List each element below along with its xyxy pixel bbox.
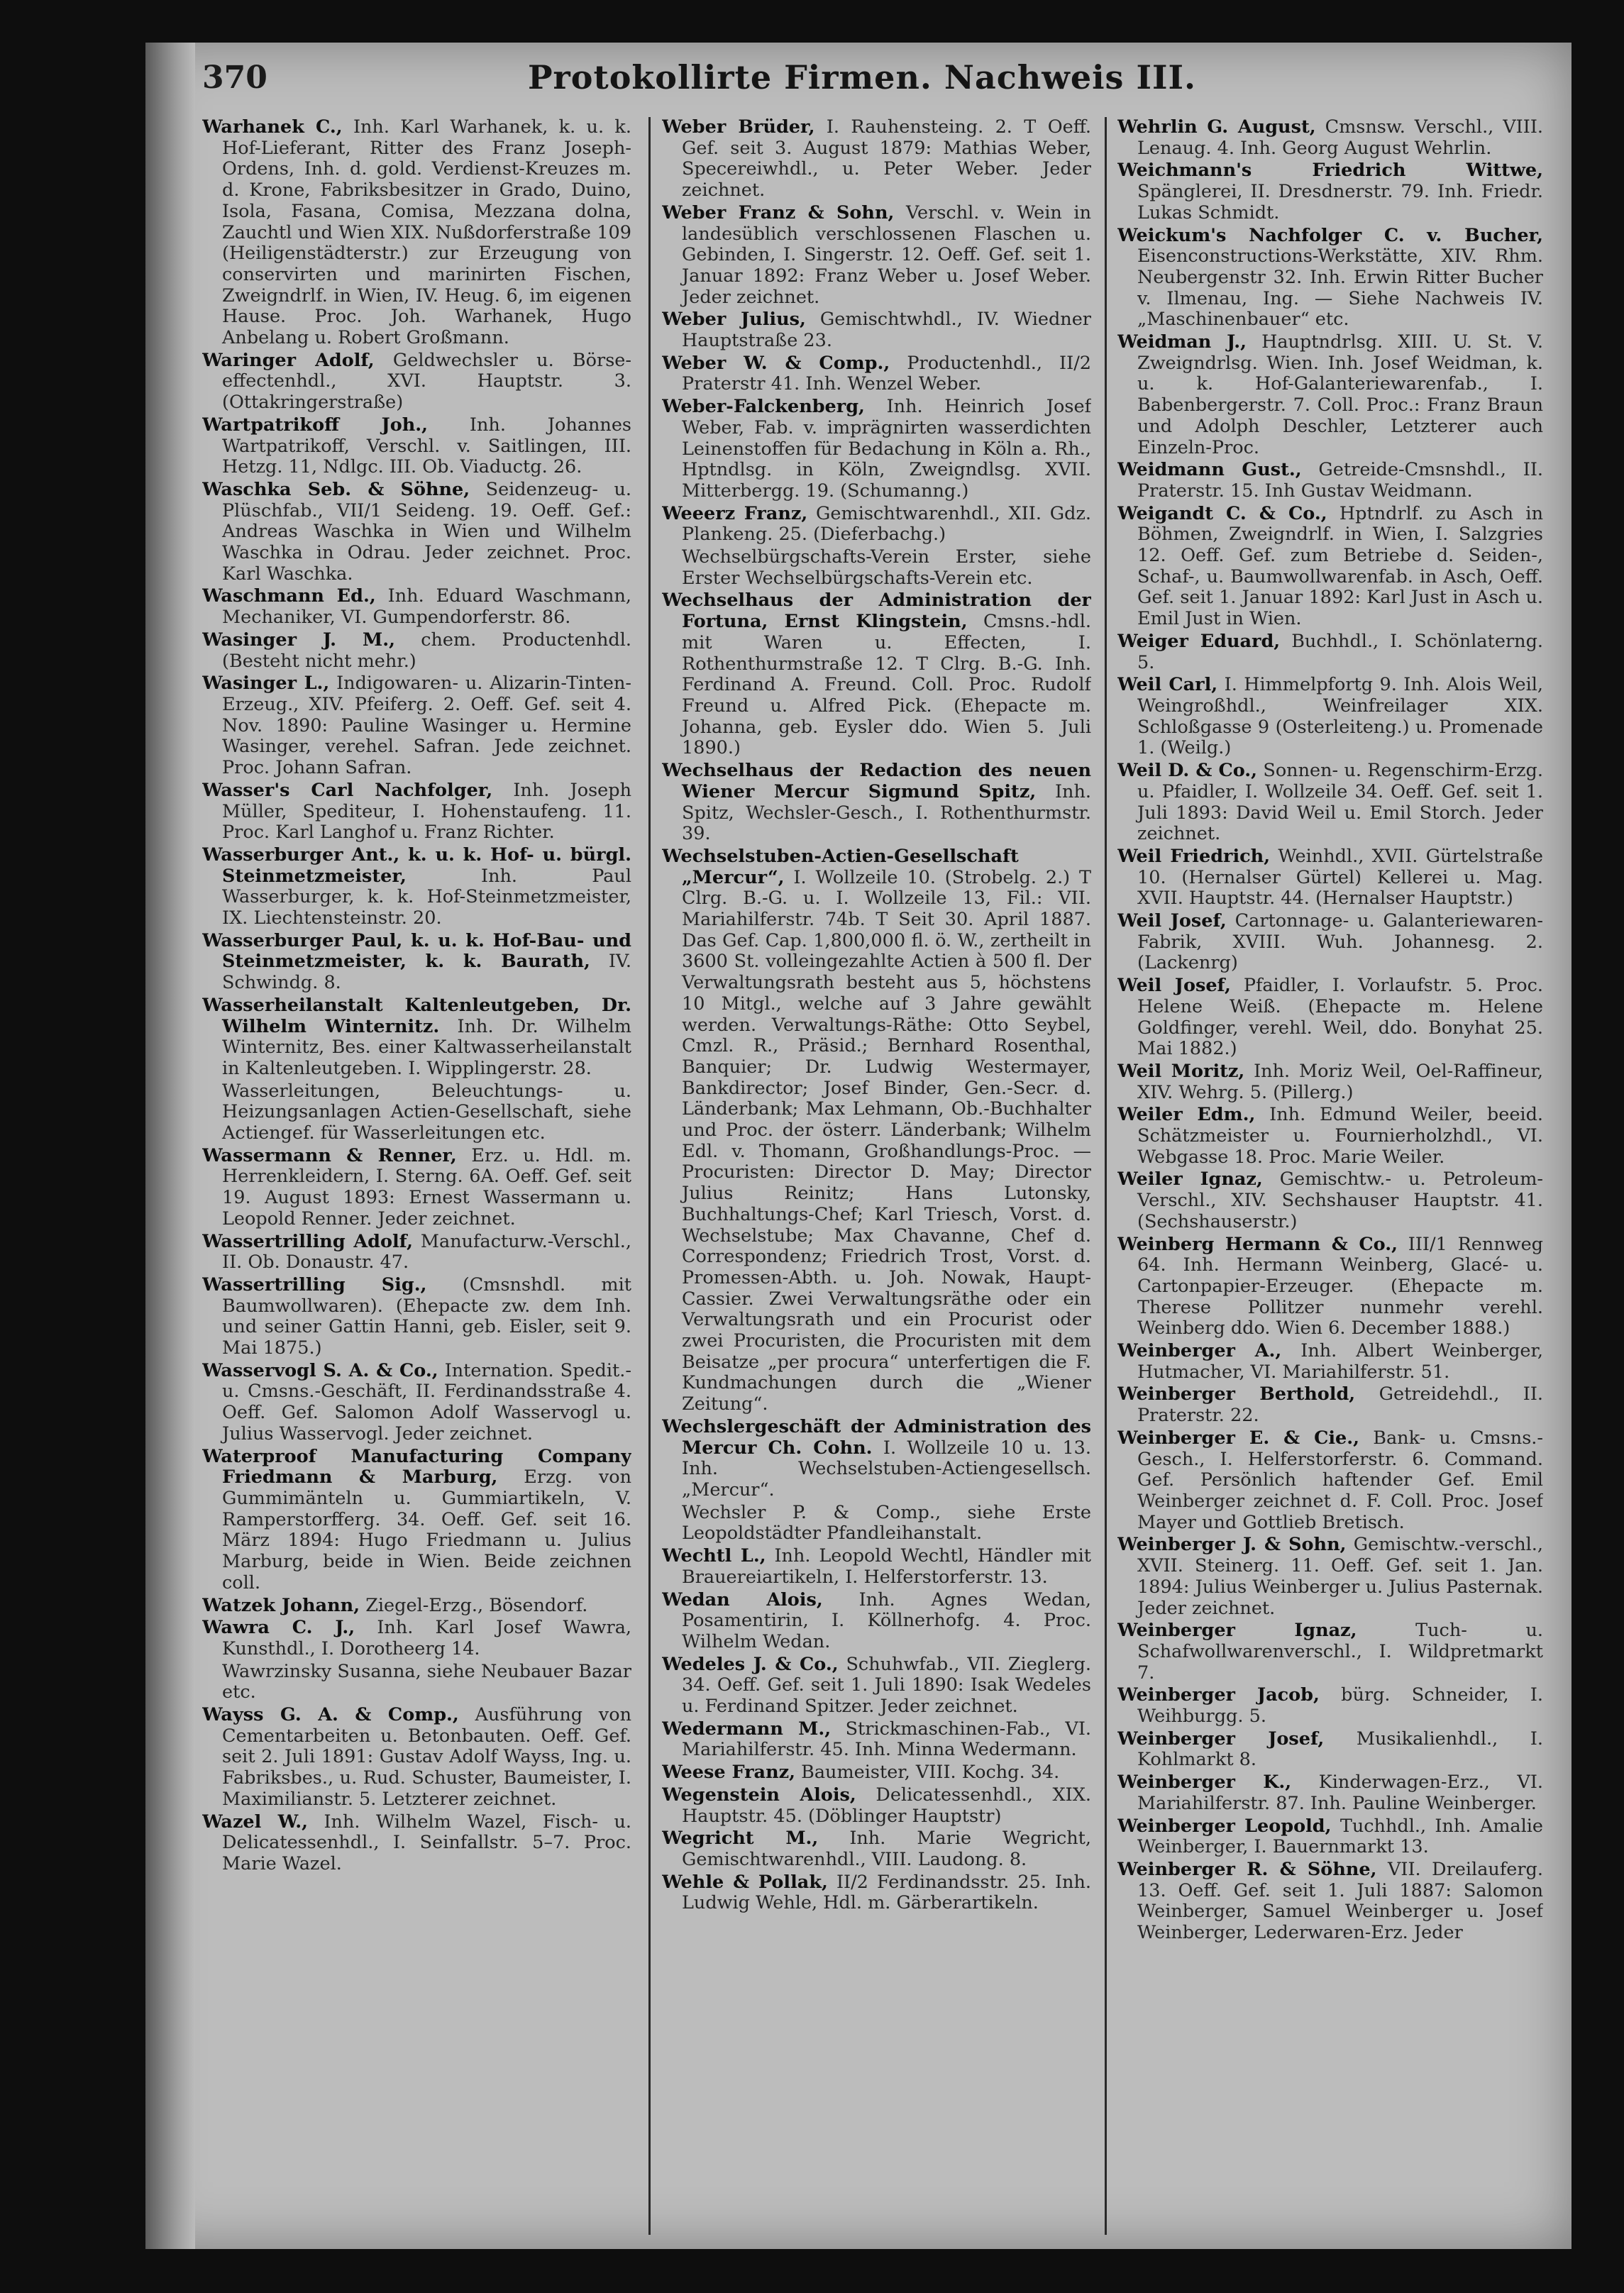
firm-name: Weil Josef, xyxy=(1117,975,1231,997)
firm-details: Gemischtw.-verschl., XVII. Steinerg. 11. Oeff. Gef. seit 1. Jan. 1894: Julius Weinberger u. Julius Pasternak. Jeder zeichnet. xyxy=(1137,1534,1543,1619)
directory-entry xyxy=(1117,1341,1543,1383)
firm-name: Wasserheilanstalt Kaltenleutgeben, Dr. Wilhelm Winternitz. xyxy=(202,994,631,1037)
directory-entry xyxy=(1117,911,1543,974)
firm-details: Inh. Edmund Weiler, beeid. Schätzmeister u. Fournierholzhdl., VI. Webgasse 18. Proc. Marie Weiler. xyxy=(1137,1104,1543,1168)
firm-details: Gemischtwarenhdl., XII. Gdz. Plankeng. 25. (Dieferbachg.) xyxy=(682,502,1091,546)
directory-entry xyxy=(1117,846,1543,910)
directory-entry xyxy=(662,1872,1091,1914)
directory-entry xyxy=(1117,1384,1543,1426)
firm-name: Weidmann Gust., xyxy=(1117,459,1302,481)
page-binding-shadow xyxy=(145,43,195,2249)
directory-entry xyxy=(202,673,631,779)
firm-details: I. Rauhensteing. 2. T Oeff. Gef. seit 3. August 1879: Mathias Weber, Specereiwhdl., u. Peter Weber. Jeder zeichnet. xyxy=(682,117,1091,201)
directory-entry xyxy=(202,1705,631,1811)
firm-name: Wartpatrikoff Joh., xyxy=(202,414,429,436)
directory-entry xyxy=(1117,1729,1543,1771)
firm-details: Cartonnage- u. Galanteriewaren-Fabrik, XVIII. Wuh. Johannesg. 2. (Lackenrg) xyxy=(1137,910,1543,974)
firm-details: Ziegel-Erzg., Bösendorf. xyxy=(365,1594,588,1616)
firm-details: Erz. u. Hdl. m. Herrenkleidern, I. Sterng. 6A. Oeff. Gef. seit 19. August 1893: Ernest Wassermann u. Leopold Renner. Jeder zeichnet. xyxy=(222,1144,631,1230)
firm-details: Inh. Joseph Müller, Spediteur, I. Hohenstaufeng. 11. Proc. Karl Langhof u. Franz Richter. xyxy=(222,779,631,844)
firm-name: Wechselstuben-Actien-Gesellschaft „Mercur“, xyxy=(662,845,1019,888)
directory-entry xyxy=(1117,1169,1543,1232)
column-1 xyxy=(202,117,631,2235)
firm-details: Baumeister, VIII. Kochg. 34. xyxy=(801,1762,1060,1784)
directory-entry xyxy=(202,117,631,349)
directory-entry xyxy=(1117,1620,1543,1684)
firm-name: Wedan Alois, xyxy=(662,1588,823,1610)
directory-columns xyxy=(202,117,1543,2238)
directory-entry xyxy=(662,547,1091,589)
firm-details: Inh. Wilhelm Wazel, Fisch- u. Delicatessenhdl., I. Seinfallstr. 5–7. Proc. Marie Wazel. xyxy=(222,1811,631,1874)
directory-entry xyxy=(662,1503,1091,1545)
firm-details: Geldwechsler u. Börse-effectenhdl., XVI. Hauptstr. 3. (Ottakringerstraße) xyxy=(222,349,631,414)
directory-entry xyxy=(1117,117,1543,159)
directory-entry xyxy=(1117,504,1543,630)
firm-name: Weinberg Hermann & Co., xyxy=(1117,1233,1398,1255)
firm-name: Weinberger A., xyxy=(1117,1340,1282,1362)
firm-details: Inh. Heinrich Josef Weber, Fab. v. imprägnirten wasserdichten Leinenstoffen für Bedachung in Köln a. Rh., Hptndlsg. in Köln, Zweigndlsg. XVII. Mitterbergg. 19. (Schumanng.) xyxy=(682,396,1091,502)
firm-details: III/1 Rennweg 64. Inh. Hermann Weinberg, Glacé- u. Cartonpapier-Erzeuger. (Ehepacte m. Therese Pollitzer nunmehr verehl. Weinberg ddo. Wien 6. December 1888.) xyxy=(1137,1233,1543,1339)
directory-entry xyxy=(662,203,1091,309)
document-page xyxy=(145,43,1571,2249)
directory-entry xyxy=(662,1762,1091,1784)
firm-name: Wasserburger Paul, k. u. k. Hof-Bau- und Steinmetzmeister, k. k. Baurath, xyxy=(202,929,631,973)
firm-details: Inh. Marie Wegricht, Gemischtwarenhdl., VIII. Laudong. 8. xyxy=(682,1828,1091,1870)
directory-entry xyxy=(202,995,631,1080)
firm-name: Weiler Edm., xyxy=(1117,1104,1256,1126)
firm-name: Weiler Ignaz, xyxy=(1117,1168,1263,1190)
firm-details: Wasserleitungen, Beleuchtungs- u. Heizungsanlagen Actien-Gesellschaft, siehe Actiengef. für Wasserleitungen etc. xyxy=(222,1080,631,1144)
firm-details: Gemischtwhdl., IV. Wiedner Hauptstraße 23. xyxy=(682,309,1091,352)
firm-name: Wechtl L., xyxy=(662,1545,766,1567)
firm-details: Inh. Leopold Wechtl, Händler mit Brauereiartikeln, I. Helferstorferstr. 13. xyxy=(682,1545,1091,1588)
directory-entry xyxy=(202,415,631,478)
directory-entry xyxy=(1117,761,1543,845)
column-divider xyxy=(1105,117,1107,2235)
firm-details: Inh. Moriz Weil, Oel-Raffineur, XIV. Wehrg. 5. (Pillerg.) xyxy=(1137,1060,1543,1103)
firm-name: Weber W. & Comp., xyxy=(662,352,890,374)
directory-entry xyxy=(662,1719,1091,1761)
running-title: Protokollirte Firmen. Nachweis III. xyxy=(527,58,1197,96)
firm-name: Weinberger E. & Cie., xyxy=(1117,1427,1360,1449)
firm-details: Pfaidler, I. Vorlaufstr. 5. Proc. Helene Weiß. (Ehepacte m. Helene Goldfinger, verehl. Weil, ddo. Bonyhat 25. Mai 1882.) xyxy=(1137,975,1543,1060)
directory-entry xyxy=(202,1361,631,1445)
directory-entry xyxy=(1117,1428,1543,1534)
firm-details: Getreide-Cmsnshdl., II. Praterstr. 15. Inh Gustav Weidmann. xyxy=(1137,459,1543,502)
firm-name: Wasservogl S. A. & Co., xyxy=(202,1359,438,1381)
firm-name: Weber-Falckenberg, xyxy=(662,396,865,418)
firm-name: Wasinger L., xyxy=(202,673,330,695)
directory-entry xyxy=(202,1275,631,1359)
firm-details: Inh. Karl Warhanek, k. u. k. Hof-Lieferant, Ritter des Franz Joseph-Ordens, Inh. d. gold. Verdienst-Kreuzes m. d. Krone, Fabriksbesitzer in Grado, Duino, Isola, Fasana, Comisa, Mezzana dolna, Zauchtl und Wien XIX. Nußdorferstraße 109 (Heiligenstädterstr.) zur Erzeugung von conservirten und marinirten Fischen, Zweigndrlf. in Wien, IV. Heug. 6, im eigenen Hause. Proc. Joh. Warhanek, Hugo Anbelang u. Robert Großmann. xyxy=(222,117,631,349)
directory-entry xyxy=(1117,1772,1543,1814)
firm-name: Weickum's Nachfolger C. v. Bucher, xyxy=(1117,224,1543,246)
firm-details: bürg. Schneider, I. Weihburgg. 5. xyxy=(1137,1684,1543,1728)
firm-name: Wedermann M., xyxy=(662,1718,832,1740)
firm-name: Weiger Eduard, xyxy=(1117,630,1281,652)
firm-details: Wechsler P. & Comp., siehe Erste Leopoldstädter Pfandleihanstalt. xyxy=(682,1501,1091,1545)
firm-details: Inh. Spitz, Wechsler-Gesch., I. Rothenthurmstr. 39. xyxy=(682,780,1091,845)
firm-name: Wehle & Pollak, xyxy=(662,1871,828,1893)
firm-details: Manufacturw.-Verschl., II. Ob. Donaustr. 47. xyxy=(222,1230,631,1273)
directory-entry xyxy=(1117,1061,1543,1103)
column-3 xyxy=(1117,117,1543,2235)
firm-name: Weinberger Leopold, xyxy=(1117,1815,1332,1837)
firm-name: Wehrlin G. August, xyxy=(1117,117,1316,138)
firm-details: Inh. Agnes Wedan, Posamentirin, I. Köllnerhofg. 4. Proc. Wilhelm Wedan. xyxy=(682,1588,1091,1652)
directory-entry xyxy=(662,761,1091,845)
firm-name: Weeerz Franz, xyxy=(662,502,808,524)
firm-details: I. Wollzeile 10 u. 13. Inh. Wechselstuben-Actiengesellsch. „Mercur“. xyxy=(682,1437,1091,1501)
firm-details: Inh. Paul Wasserburger, k. k. Hof-Steinmetzmeister, IX. Liechtensteinstr. 20. xyxy=(222,865,631,929)
firm-details: Erzg. von Gummimänteln u. Gummiartikeln, V. Ramperstorfferg. 34. Oeff. Gef. seit 16. März 1894: Hugo Friedmann u. Julius Marburg, beide in Wien. Beide zeichnen coll. xyxy=(222,1466,631,1593)
directory-entry xyxy=(1117,1105,1543,1168)
firm-name: Wassertrilling Sig., xyxy=(202,1273,427,1295)
column-2 xyxy=(662,117,1091,2235)
directory-entry xyxy=(1117,160,1543,223)
directory-entry xyxy=(1117,460,1543,502)
directory-entry xyxy=(662,590,1091,759)
directory-entry xyxy=(1117,631,1543,673)
firm-details: Kinderwagen-Erz., VI. Mariahilferstr. 87. Inh. Pauline Weinberger. xyxy=(1137,1772,1543,1814)
firm-name: Wazel W., xyxy=(202,1811,308,1833)
directory-entry xyxy=(1117,1535,1543,1619)
firm-details: Musikalienhdl., I. Kohlmarkt 8. xyxy=(1137,1728,1543,1771)
firm-details: Tuchhdl., Inh. Amalie Weinberger, I. Bauernmarkt 13. xyxy=(1137,1815,1543,1858)
firm-name: Weese Franz, xyxy=(662,1762,795,1784)
directory-entry xyxy=(662,1546,1091,1588)
directory-entry xyxy=(202,780,631,844)
firm-details: Delicatessenhdl., XIX. Hauptstr. 45. (Döblinger Hauptstr) xyxy=(682,1784,1091,1827)
directory-entry xyxy=(202,480,631,585)
firm-name: Wechslergeschäft der Administration des Mercur Ch. Cohn. xyxy=(662,1415,1091,1459)
firm-details: Hauptndrlsg. XIII. U. St. V. Zweigndrlsg. Wien. Inh. Josef Weidman, k. u. k. Hof-Galanteriewarenfab., I. Babenbergerstr. 7. Coll. Proc.: Franz Braun und Adolph Deschler, Letzterer auch Einzeln-Proc. xyxy=(1137,331,1543,458)
firm-name: Weichmann's Friedrich Wittwe, xyxy=(1117,160,1543,182)
firm-name: Weber Julius, xyxy=(662,309,806,331)
firm-name: Wasser's Carl Nachfolger, xyxy=(202,779,493,801)
firm-name: Weil Moritz, xyxy=(1117,1060,1245,1082)
firm-name: Wechselhaus der Administration der Fortuna, Ernst Klingstein, xyxy=(662,590,1091,633)
directory-entry xyxy=(662,1785,1091,1827)
directory-entry xyxy=(662,117,1091,201)
column-divider xyxy=(648,117,651,2235)
directory-entry xyxy=(1117,1860,1543,1944)
firm-details: Inh. Eduard Waschmann, Mechaniker, VI. Gumpendorferstr. 86. xyxy=(222,585,631,629)
firm-details: Inh. Karl Josef Wawra, Kunsthdl., I. Dorotheerg 14. xyxy=(222,1617,631,1659)
directory-entry xyxy=(202,1618,631,1659)
firm-details: Strickmaschinen-Fab., VI. Mariahilferstr. 45. Inh. Minna Wedermann. xyxy=(682,1718,1091,1761)
directory-entry xyxy=(202,1081,631,1144)
firm-name: Weigandt C. & Co., xyxy=(1117,502,1327,524)
firm-name: Weil Josef, xyxy=(1117,910,1227,932)
directory-entry xyxy=(202,350,631,414)
firm-details: Wawrzinsky Susanna, siehe Neubauer Bazar etc. xyxy=(222,1660,631,1703)
firm-details: Indigowaren- u. Alizarin-Tinten-Erzeug., XIV. Pfeiferg. 2. Oeff. Gef. seit 4. Nov. 1890: Pauline Wasinger u. Hermine Wasinger, verehel. Safran. Jede zeichnet. Proc. Johann Safran. xyxy=(222,673,631,779)
directory-entry xyxy=(202,1596,631,1617)
firm-name: Weidman J., xyxy=(1117,331,1247,353)
firm-details: (Cmsnshdl. mit Baumwollwaren). (Ehepacte zw. dem Inh. und seiner Gattin Hanni, geb. Eisler, seit 9. Mai 1875.) xyxy=(222,1273,631,1359)
directory-entry xyxy=(202,1146,631,1230)
firm-details: Productenhdl., II/2 Praterstr 41. Inh. Wenzel Weber. xyxy=(682,352,1091,395)
firm-name: Warhanek C., xyxy=(202,117,343,138)
directory-entry xyxy=(662,309,1091,351)
directory-entry xyxy=(662,397,1091,502)
firm-details: Wechselbürgschafts-Verein Erster, siehe Erster Wechselbürgschafts-Verein etc. xyxy=(682,546,1091,589)
firm-details: II/2 Ferdinandsstr. 25. Inh. Ludwig Wehle, Hdl. m. Gärberartikeln. xyxy=(682,1871,1091,1914)
directory-entry xyxy=(662,1590,1091,1653)
directory-entry xyxy=(662,846,1091,1415)
firm-details: Buchhdl., I. Schönlaterng. 5. xyxy=(1137,630,1543,673)
firm-details: Inh. Johannes Wartpatrikoff, Verschl. v. Saitlingen, III. Hetzg. 11, Ndlgc. III. Ob. Viaductg. 26. xyxy=(222,414,631,478)
firm-details: chem. Productenhdl. (Besteht nicht mehr.) xyxy=(222,629,631,672)
firm-details: Schuhwfab., VII. Zieglerg. 34. Oeff. Gef. seit 1. Juli 1890: Isak Wedeles u. Ferdinand Spitzer. Jeder zeichnet. xyxy=(682,1653,1091,1718)
firm-details: Cmsnsw. Verschl., VIII. Lenaug. 4. Inh. Georg August Wehrlin. xyxy=(1137,117,1543,159)
firm-name: Wayss G. A. & Comp., xyxy=(202,1704,459,1726)
firm-details: Gemischtw.- u. Petroleum-Verschl., XIV. Sechshauser Hauptstr. 41. (Sechshauserstr.) xyxy=(1137,1168,1543,1232)
firm-details: Spänglerei, II. Dresdnerstr. 79. Inh. Friedr. Lukas Schmidt. xyxy=(1137,181,1543,223)
directory-entry xyxy=(662,1417,1091,1501)
firm-name: Weinberger K., xyxy=(1117,1772,1292,1794)
directory-entry xyxy=(202,630,631,672)
firm-name: Wegricht M., xyxy=(662,1828,819,1850)
directory-entry xyxy=(662,1828,1091,1870)
firm-name: Wegenstein Alois, xyxy=(662,1784,856,1806)
firm-details: I. Himmelpfortg 9. Inh. Alois Weil, Weingroßhdl., Weinfreilager XIX. Schloßgasse 9 (Osterleiteng.) u. Promenade 1. (Weilg.) xyxy=(1137,674,1543,759)
page-header xyxy=(202,51,1522,118)
firm-name: Weinberger R. & Söhne, xyxy=(1117,1858,1377,1880)
firm-name: Weinberger Jacob, xyxy=(1117,1684,1320,1706)
directory-entry xyxy=(662,353,1091,395)
firm-name: Wedeles J. & Co., xyxy=(662,1653,839,1675)
firm-details: Eisenconstructions-Werkstätte, XIV. Rhm. Neubergenstr 32. Inh. Erwin Ritter Bucher v. Ilmenau, Ing. — Siehe Nachweis IV. „Maschinenbauer“ etc. xyxy=(1137,245,1543,331)
directory-entry xyxy=(202,845,631,929)
firm-name: Waringer Adolf, xyxy=(202,349,375,371)
directory-entry xyxy=(1117,1234,1543,1340)
directory-entry xyxy=(1117,976,1543,1060)
firm-details: VII. Dreilauferg. 13. Oeff. Gef. seit 1. Juli 1887: Salomon Weinberger, Samuel Weinberger u. Josef Weinberger, Lederwaren-Erz. Jeder xyxy=(1137,1858,1543,1944)
firm-details: Ausführung von Cementarbeiten u. Betonbauten. Oeff. Gef. seit 2. Juli 1891: Gustav Adolf Wayss, Ing. u. Fabriksbes., u. Rud. Schuster, Baumeister, I. Maximilianstr. 5. Letzterer zeichnet. xyxy=(222,1704,631,1810)
firm-details: Cmsns.-hdl. mit Waren u. Effecten, I. Rothenthurmstraße 12. T Clrg. B.-G. Inh. Ferdinand A. Freund. Coll. Proc. Rudolf Freund u. Alfred Pick. (Ehepacte m. Johanna, geb. Eysler ddo. Wien 5. Juli 1890.) xyxy=(682,611,1091,759)
directory-entry xyxy=(202,931,631,994)
firm-name: Wawra C. J., xyxy=(202,1617,355,1639)
firm-name: Watzek Johann, xyxy=(202,1594,360,1616)
firm-details: Internation. Spedit.- u. Cmsns.-Geschäft, II. Ferdinandsstraße 4. Oeff. Gef. Salomon Adolf Wasservogl u. Julius Wasservogl. Jeder zeichnet. xyxy=(222,1359,631,1444)
firm-name: Wassermann & Renner, xyxy=(202,1144,457,1166)
firm-details: IV. Schwindg. 8. xyxy=(222,951,631,994)
firm-name: Waschka Seb. & Söhne, xyxy=(202,478,470,500)
firm-details: Verschl. v. Wein in landesüblich verschlossenen Flaschen u. Gebinden, I. Singerstr. 12. Oeff. Gef. seit 1. Januar 1892: Franz Weber u. Josef Weber. Jeder zeichnet. xyxy=(682,201,1091,308)
firm-name: Weinberger Berthold, xyxy=(1117,1383,1356,1405)
firm-name: Weber Brüder, xyxy=(662,117,815,138)
firm-name: Weinberger Josef, xyxy=(1117,1728,1325,1750)
firm-details: Inh. Dr. Wilhelm Winternitz, Bes. einer Kaltwasserheilanstalt in Kaltenleutgeben. I. Wipplingerstr. 28. xyxy=(222,1015,631,1079)
firm-details: Hptndrlf. zu Asch in Böhmen, Zweigndrlf. in Wien, I. Salzgries 12. Oeff. Gef. zum Betriebe d. Seiden-, Schaf-, u. Baumwollwarenfab. in Asch, Oeff. Gef. seit 1. Januar 1892: Karl Just in Asch u. Emil Just in Wien. xyxy=(1137,502,1543,630)
page-number: 370 xyxy=(202,60,267,96)
firm-details: Sonnen- u. Regenschirm-Erzg. u. Pfaidler, I. Wollzeile 34. Oeff. Gef. seit 1. Juli 1893: David Weil u. Emil Storch. Jeder zeichnet. xyxy=(1137,760,1543,845)
firm-name: Weinberger Ignaz, xyxy=(1117,1620,1357,1642)
firm-details: I. Wollzeile 10. (Strobelg. 2.) T Clrg. B.-G. u. I. Wollzeile 13, Fil.: VII. Mariahilferstr. 74b. T Seit 30. April 1887. Das Gef. Cap. 1,800,000 fl. ö. W., zertheilt in 3600 St. volleingezahlte Actien à 500 fl. Der Verwaltungsrath besteht aus 5, höchstens 10 Mitgl., welche auf 3 Jahre gewählt werden. Verwaltungs-Räthe: Otto Seybel, Cmzl. R., Präsid.; Bernhard Rosenthal, Banquier; Dr. Ludwig Westermayer, Bankdirector; Josef Binder, Gen.-Secr. d. Länderbank; Max Lehmann, Ob.-Buchhalter und Proc. der österr. Länderbank; Wilhelm Edl. v. Thomann, Großhandlungs-Proc. — Procuristen: Director D. May; Director Julius Reinitz; Hans Lutonsky, Buchhaltungs-Chef; Karl Triesch, Vorst. d. Wechselstube; Max Chavanne, Chef d. Correspondenz; Friedrich Trost, Vorst. d. Promessen-Abth. u. Joh. Nowak, Haupt-Cassier. Zwei Verwaltungsräthe oder ein Verwaltungsrath und ein Procurist oder zwei Procuristen, die Procuristen mit dem Beisatze „per procura“ unterfertigen die F. Kundmachungen durch die „Wiener Zeitung“. xyxy=(682,866,1091,1415)
firm-details: Getreidehdl., II. Praterstr. 22. xyxy=(1137,1383,1543,1427)
firm-name: Waterproof Manufacturing Company Friedmann & Marburg, xyxy=(202,1445,631,1488)
directory-entry xyxy=(1117,332,1543,458)
firm-details: Inh. Albert Weinberger, Hutmacher, VI. Mariahilferstr. 51. xyxy=(1137,1340,1543,1383)
directory-entry xyxy=(202,586,631,628)
directory-entry xyxy=(1117,1685,1543,1727)
directory-entry xyxy=(202,1662,631,1703)
firm-details: Weinhdl., XVII. Gürtelstraße 10. (Hernalser Gürtel) Kellerei u. Mag. XVII. Hauptstr. 44. (Hernalser Hauptstr.) xyxy=(1137,845,1543,910)
firm-name: Waschmann Ed., xyxy=(202,585,376,607)
directory-entry xyxy=(202,1447,631,1594)
directory-entry xyxy=(1117,675,1543,759)
directory-entry xyxy=(662,1654,1091,1718)
directory-entry xyxy=(202,1812,631,1875)
firm-name: Weinberger J. & Sohn, xyxy=(1117,1534,1347,1556)
firm-name: Weil Friedrich, xyxy=(1117,845,1271,867)
directory-entry xyxy=(662,504,1091,546)
firm-name: Wassertrilling Adolf, xyxy=(202,1230,413,1252)
directory-entry xyxy=(1117,1816,1543,1858)
firm-name: Wechselhaus der Redaction des neuen Wiener Mercur Sigmund Spitz, xyxy=(662,760,1091,802)
firm-name: Weil Carl, xyxy=(1117,674,1218,696)
firm-name: Weber Franz & Sohn, xyxy=(662,201,895,223)
directory-entry xyxy=(1117,226,1543,331)
firm-details: Tuch- u. Schafwollwarenverschl., I. Wildpretmarkt 7. xyxy=(1137,1620,1543,1684)
firm-name: Wasserburger Ant., k. u. k. Hof- u. bürgl. Steinmetzmeister, xyxy=(202,844,631,887)
firm-name: Wasinger J. M., xyxy=(202,629,395,651)
firm-details: Seidenzeug- u. Plüschfab., VII/1 Seideng. 19. Oeff. Gef.: Andreas Waschka in Wien und Wilhelm Waschka in Odrau. Jeder zeichnet. Proc. Karl Waschka. xyxy=(222,478,631,585)
firm-details: Bank- u. Cmsns.-Gesch., I. Helferstorferstr. 6. Command. Gef. Persönlich haftender Gef. Emil Weinberger zeichnet d. F. Coll. Proc. Josef Mayer und Gottlieb Bretisch. xyxy=(1137,1427,1543,1533)
firm-name: Weil D. & Co., xyxy=(1117,760,1258,782)
directory-entry xyxy=(202,1232,631,1273)
